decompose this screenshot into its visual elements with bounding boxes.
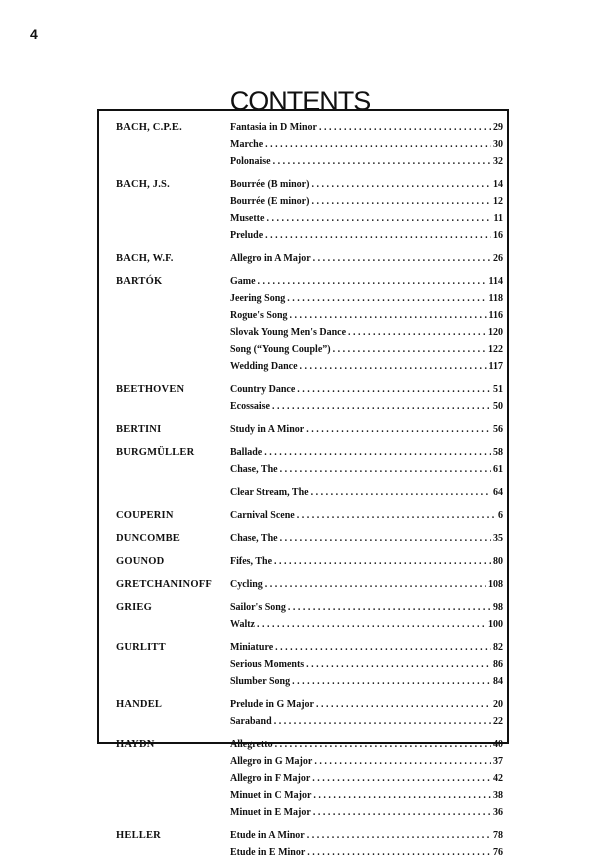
piece-title: Allegro in F Major bbox=[230, 773, 311, 784]
piece-entry bbox=[230, 656, 503, 673]
piece-list bbox=[230, 444, 503, 501]
piece-entry bbox=[230, 713, 503, 730]
piece-title: Prelude in G Major bbox=[230, 699, 314, 710]
composer-group bbox=[116, 381, 506, 415]
dot-leader bbox=[265, 227, 491, 244]
dot-leader bbox=[307, 844, 491, 861]
composer-name: BEETHOVEN bbox=[116, 384, 185, 395]
dot-leader bbox=[258, 273, 487, 290]
piece-list bbox=[230, 119, 503, 170]
piece-title: Ecossaise bbox=[230, 401, 270, 412]
piece-entry bbox=[230, 136, 503, 153]
piece-entry bbox=[230, 576, 503, 593]
page-ref: 16 bbox=[493, 230, 503, 241]
dot-leader bbox=[264, 444, 491, 461]
dot-leader bbox=[314, 753, 491, 770]
dot-leader bbox=[348, 324, 486, 341]
composer-name: DUNCOMBE bbox=[116, 533, 181, 544]
piece-entry bbox=[230, 616, 503, 633]
page-ref: 30 bbox=[493, 139, 503, 150]
piece-entry bbox=[230, 176, 503, 193]
piece-title: Ballade bbox=[230, 447, 263, 458]
piece-list bbox=[230, 273, 503, 375]
page-ref: 32 bbox=[493, 156, 503, 167]
composer-group bbox=[116, 736, 506, 821]
piece-title: Etude in E Minor bbox=[230, 847, 306, 858]
piece-list bbox=[230, 250, 503, 267]
dot-leader bbox=[297, 381, 491, 398]
piece-entry bbox=[230, 290, 503, 307]
composer-name: GRIEG bbox=[116, 602, 153, 613]
dot-leader bbox=[319, 119, 491, 136]
piece-entry bbox=[230, 273, 503, 290]
dot-leader bbox=[290, 307, 487, 324]
dot-leader bbox=[300, 358, 487, 375]
piece-entry bbox=[230, 398, 503, 415]
page-ref: 6 bbox=[498, 510, 503, 521]
piece-list bbox=[230, 639, 503, 690]
piece-title: Song (“Young Couple”) bbox=[230, 344, 331, 355]
piece-title: Allegretto bbox=[230, 739, 273, 750]
piece-entry bbox=[230, 227, 503, 244]
dot-leader bbox=[272, 398, 491, 415]
piece-list bbox=[230, 827, 503, 861]
dot-leader bbox=[265, 136, 491, 153]
piece-title: Fifes, The bbox=[230, 556, 273, 567]
page-ref: 118 bbox=[488, 293, 503, 304]
page-ref: 58 bbox=[493, 447, 503, 458]
dot-leader bbox=[275, 639, 491, 656]
page-ref: 56 bbox=[493, 424, 503, 435]
dot-leader bbox=[280, 530, 491, 547]
piece-title: Country Dance bbox=[230, 384, 296, 395]
piece-list bbox=[230, 736, 503, 821]
page-ref: 114 bbox=[488, 276, 503, 287]
piece-title: Slovak Young Men's Dance bbox=[230, 327, 347, 338]
page-ref: 22 bbox=[493, 716, 503, 727]
composer-name: COUPERIN bbox=[116, 510, 174, 521]
piece-entry bbox=[230, 324, 503, 341]
composer-group bbox=[116, 696, 506, 730]
page-ref: 38 bbox=[493, 790, 503, 801]
piece-list bbox=[230, 381, 503, 415]
page-ref: 80 bbox=[493, 556, 503, 567]
page-number: 4 bbox=[30, 26, 38, 42]
composer-name: BURGMÜLLER bbox=[116, 447, 195, 458]
page-ref: 98 bbox=[493, 602, 503, 613]
piece-list bbox=[230, 421, 503, 438]
dot-leader bbox=[313, 250, 491, 267]
piece-entry bbox=[230, 844, 503, 861]
piece-entry bbox=[230, 530, 503, 547]
composer-group bbox=[116, 176, 506, 244]
composer-group bbox=[116, 599, 506, 633]
piece-title: Allegro in A Major bbox=[230, 253, 311, 264]
piece-list bbox=[230, 696, 503, 730]
piece-title: Chase, The bbox=[230, 533, 278, 544]
piece-entry bbox=[230, 696, 503, 713]
page-ref: 82 bbox=[493, 642, 503, 653]
piece-title: Jeering Song bbox=[230, 293, 286, 304]
piece-entry bbox=[230, 639, 503, 656]
composer-name: BACH, J.S. bbox=[116, 179, 170, 190]
composer-group bbox=[116, 444, 506, 501]
piece-list bbox=[230, 507, 503, 524]
piece-title: Wedding Dance bbox=[230, 361, 298, 372]
page-ref: 120 bbox=[488, 327, 503, 338]
dot-leader bbox=[275, 736, 491, 753]
page-ref: 86 bbox=[493, 659, 503, 670]
piece-list bbox=[230, 530, 503, 547]
piece-entry bbox=[230, 553, 503, 570]
composer-group bbox=[116, 576, 506, 593]
page-ref: 36 bbox=[493, 807, 503, 818]
piece-entry bbox=[230, 341, 503, 358]
piece-title: Waltz bbox=[230, 619, 255, 630]
piece-title: Polonaise bbox=[230, 156, 271, 167]
piece-title: Minuet in C Major bbox=[230, 790, 312, 801]
piece-title: Fantasia in D Minor bbox=[230, 122, 317, 133]
page-ref: 100 bbox=[488, 619, 503, 630]
composer-name: HAYDN bbox=[116, 739, 155, 750]
piece-title: Game bbox=[230, 276, 256, 287]
dot-leader bbox=[266, 210, 491, 227]
dot-leader bbox=[306, 421, 491, 438]
dot-leader bbox=[257, 616, 486, 633]
page-ref: 26 bbox=[493, 253, 503, 264]
dot-leader bbox=[313, 787, 491, 804]
dot-leader bbox=[273, 153, 491, 170]
piece-title: Cycling bbox=[230, 579, 263, 590]
page-ref: 11 bbox=[493, 213, 503, 224]
piece-entry bbox=[230, 507, 503, 524]
piece-title: Saraband bbox=[230, 716, 272, 727]
piece-title: Serious Moments bbox=[230, 659, 305, 670]
page-ref: 76 bbox=[493, 847, 503, 858]
composer-group bbox=[116, 250, 506, 267]
dot-leader bbox=[311, 193, 491, 210]
composer-name: BARTÓK bbox=[116, 276, 163, 287]
piece-title: Clear Stream, The bbox=[230, 487, 309, 498]
piece-entry bbox=[230, 770, 503, 787]
composer-name: HANDEL bbox=[116, 699, 163, 710]
piece-title: Sailor's Song bbox=[230, 602, 286, 613]
piece-entry bbox=[230, 787, 503, 804]
page-ref: 122 bbox=[488, 344, 503, 355]
piece-entry bbox=[230, 153, 503, 170]
piece-title: Chase, The bbox=[230, 464, 278, 475]
dot-leader bbox=[316, 696, 491, 713]
piece-entry bbox=[230, 753, 503, 770]
page-ref: 50 bbox=[493, 401, 503, 412]
piece-entry bbox=[230, 381, 503, 398]
composer-group bbox=[116, 553, 506, 570]
piece-title: Musette bbox=[230, 213, 265, 224]
page-ref: 116 bbox=[488, 310, 503, 321]
piece-entry bbox=[230, 484, 503, 501]
piece-entry bbox=[230, 210, 503, 227]
composer-name: GOUNOD bbox=[116, 556, 165, 567]
piece-entry bbox=[230, 250, 503, 267]
dot-leader bbox=[274, 553, 491, 570]
dot-leader bbox=[288, 599, 491, 616]
page-ref: 84 bbox=[493, 676, 503, 687]
piece-title: Study in A Minor bbox=[230, 424, 305, 435]
composer-group bbox=[116, 421, 506, 438]
dot-leader bbox=[313, 804, 491, 821]
page-ref: 42 bbox=[493, 773, 503, 784]
composer-name: GURLITT bbox=[116, 642, 166, 653]
page-ref: 117 bbox=[488, 361, 503, 372]
page-ref: 29 bbox=[493, 122, 503, 133]
composer-name: BACH, W.F. bbox=[116, 253, 174, 264]
dot-leader bbox=[274, 713, 491, 730]
piece-entry bbox=[230, 119, 503, 136]
piece-list bbox=[230, 599, 503, 633]
composer-group bbox=[116, 827, 506, 861]
composer-group bbox=[116, 530, 506, 547]
dot-leader bbox=[292, 673, 491, 690]
composer-group bbox=[116, 639, 506, 690]
piece-entry bbox=[230, 444, 503, 461]
page-ref: 37 bbox=[493, 756, 503, 767]
dot-leader bbox=[265, 576, 486, 593]
piece-list bbox=[230, 553, 503, 570]
piece-entry bbox=[230, 193, 503, 210]
page-ref: 40 bbox=[493, 739, 503, 750]
piece-entry bbox=[230, 673, 503, 690]
composer-group bbox=[116, 273, 506, 375]
contents-box bbox=[97, 109, 509, 858]
piece-list bbox=[230, 176, 503, 244]
page-ref: 51 bbox=[493, 384, 503, 395]
piece-title: Allegro in G Major bbox=[230, 756, 313, 767]
piece-entry bbox=[230, 736, 503, 753]
dot-leader bbox=[311, 176, 491, 193]
piece-title: Minuet in E Major bbox=[230, 807, 311, 818]
composer-name: BACH, C.P.E. bbox=[116, 122, 182, 133]
piece-entry bbox=[230, 358, 503, 375]
piece-title: Bourrée (E minor) bbox=[230, 196, 310, 207]
dot-leader bbox=[333, 341, 486, 358]
piece-entry bbox=[230, 461, 503, 478]
dot-leader bbox=[280, 461, 491, 478]
piece-list bbox=[230, 576, 503, 593]
dot-leader bbox=[306, 656, 491, 673]
piece-entry bbox=[230, 307, 503, 324]
page-title: CONTENTS bbox=[229, 86, 371, 117]
composer-name: HELLER bbox=[116, 830, 161, 841]
composer-name: GRETCHANINOFF bbox=[116, 579, 212, 590]
piece-title: Rogue's Song bbox=[230, 310, 288, 321]
contents-list bbox=[116, 119, 506, 867]
page-ref: 61 bbox=[493, 464, 503, 475]
dot-leader bbox=[312, 770, 491, 787]
piece-title: Miniature bbox=[230, 642, 274, 653]
dot-leader bbox=[307, 827, 491, 844]
composer-group bbox=[116, 119, 506, 170]
page-ref: 20 bbox=[493, 699, 503, 710]
piece-entry bbox=[230, 421, 503, 438]
page-ref: 64 bbox=[493, 487, 503, 498]
dot-leader bbox=[311, 484, 491, 501]
piece-title: Bourrée (B minor) bbox=[230, 179, 310, 190]
composer-group bbox=[116, 507, 506, 524]
piece-title: Marche bbox=[230, 139, 264, 150]
page-ref: 108 bbox=[488, 579, 503, 590]
page-ref: 78 bbox=[493, 830, 503, 841]
page-ref: 35 bbox=[493, 533, 503, 544]
dot-leader bbox=[287, 290, 486, 307]
page-ref: 14 bbox=[493, 179, 503, 190]
page-ref: 12 bbox=[493, 196, 503, 207]
piece-title: Slumber Song bbox=[230, 676, 291, 687]
piece-title: Prelude bbox=[230, 230, 264, 241]
piece-entry bbox=[230, 804, 503, 821]
dot-leader bbox=[297, 507, 496, 524]
piece-title: Carnival Scene bbox=[230, 510, 295, 521]
piece-title: Etude in A Minor bbox=[230, 830, 305, 841]
piece-entry bbox=[230, 599, 503, 616]
piece-entry bbox=[230, 827, 503, 844]
composer-name: BERTINI bbox=[116, 424, 162, 435]
